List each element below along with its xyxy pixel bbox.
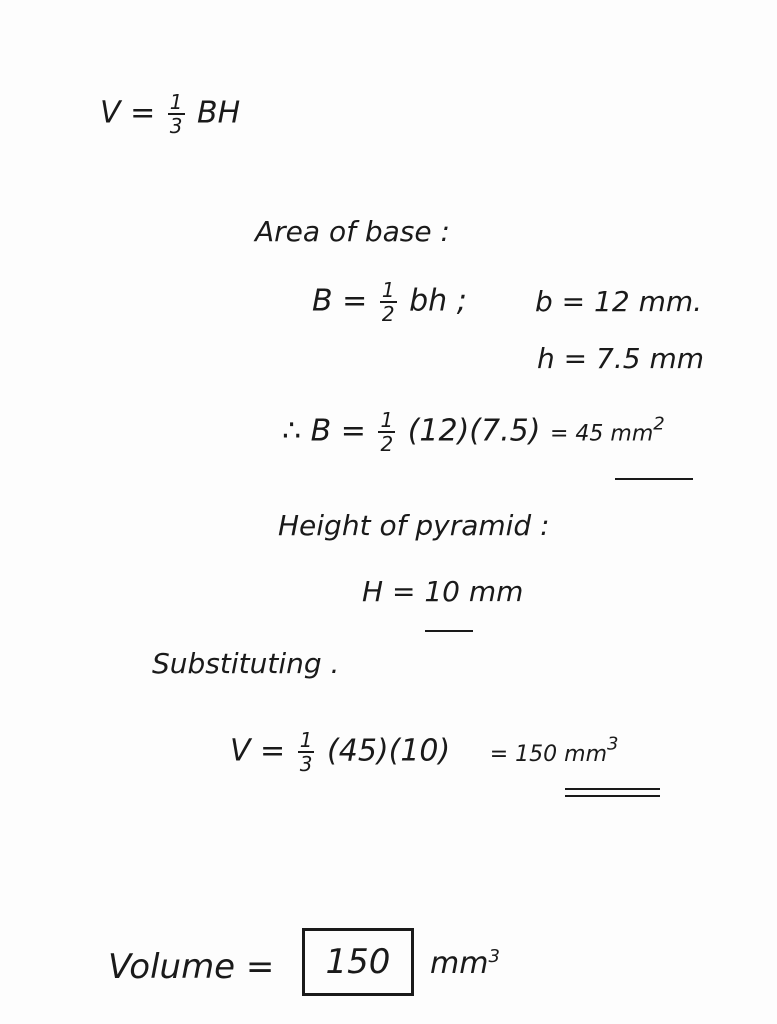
base-heading: Area of base : — [255, 215, 450, 248]
base-area-calc — [282, 410, 665, 454]
base-formula-rhs: bh ; — [409, 283, 467, 319]
final-unit — [430, 948, 500, 979]
final-label: Volume = — [108, 947, 275, 987]
volume-calc-fraction — [298, 730, 315, 774]
base-result-underline — [615, 478, 693, 480]
volume-calc-exponent: 3 — [607, 733, 619, 755]
base-formula — [312, 280, 467, 324]
volume-result-underline-top — [565, 788, 660, 790]
formula-fraction — [168, 92, 185, 136]
fraction-numerator: 1 — [299, 728, 313, 752]
volume-calc-result: = 150 mm — [489, 741, 608, 767]
fraction-denominator: 3 — [169, 114, 183, 138]
fraction-numerator: 1 — [169, 90, 183, 114]
fraction-denominator: 3 — [299, 752, 313, 776]
volume-result-underline-bottom — [565, 795, 660, 797]
fraction-numerator: 1 — [380, 408, 394, 432]
final-unit-exponent: 3 — [488, 946, 500, 967]
final-answer-value: 150 — [325, 942, 391, 982]
base-calc-result: = 45 mm — [549, 421, 654, 447]
substitution-heading: Substituting . — [152, 647, 340, 680]
base-formula-fraction — [380, 280, 397, 324]
base-calc-expression: (12)(7.5) — [407, 413, 541, 449]
volume-formula — [100, 92, 240, 136]
fraction-denominator: 2 — [380, 432, 394, 456]
volume-calc-expression: (45)(10) — [327, 733, 451, 769]
base-calc-fraction — [378, 410, 395, 454]
height-value: H = 10 mm — [362, 575, 524, 608]
base-calc-prefix: ∴ B = — [282, 413, 366, 449]
formula-equals: = — [130, 95, 156, 131]
formula-lhs: V — [100, 95, 121, 131]
volume-calc-prefix: V = — [230, 733, 286, 769]
fraction-denominator: 2 — [381, 302, 395, 326]
height-heading: Height of pyramid : — [278, 509, 550, 542]
height-underline — [425, 630, 473, 632]
base-formula-lhs: B — [312, 283, 333, 319]
base-formula-equals: = — [342, 283, 368, 319]
final-unit-text: mm — [430, 946, 489, 981]
base-calc-exponent: 2 — [653, 413, 665, 435]
volume-calc — [230, 730, 618, 774]
h-given-value: h = 7.5 mm — [537, 342, 704, 375]
fraction-numerator: 1 — [381, 278, 395, 302]
final-answer-box — [302, 928, 414, 996]
b-given-value: b = 12 mm. — [535, 285, 703, 318]
formula-rhs: BH — [197, 95, 241, 131]
